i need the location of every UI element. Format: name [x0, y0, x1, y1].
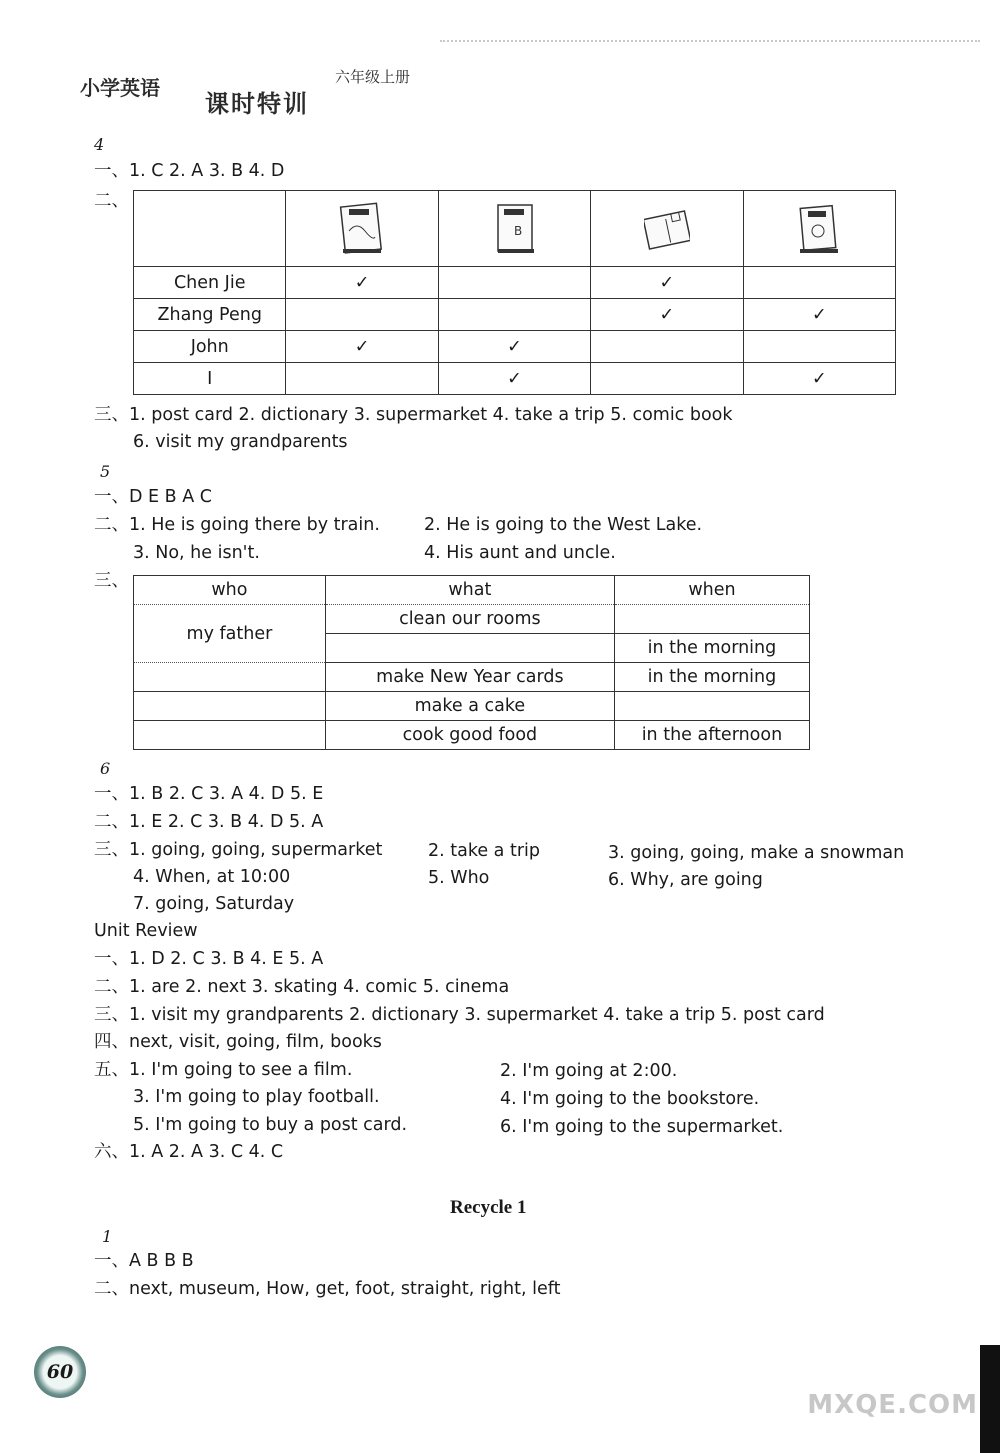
check-mark: ✓ [286, 331, 438, 363]
s6-q3-e: 5. Who [428, 868, 490, 888]
what-cell: cook good food [325, 721, 614, 750]
check-mark [743, 331, 895, 363]
review-q5-e: 5. I'm going to buy a post card. [133, 1115, 408, 1135]
row-name: John [134, 331, 286, 363]
row-name: Zhang Peng [134, 299, 286, 331]
check-mark [286, 299, 438, 331]
s5-table [133, 575, 810, 750]
header-title: 课时特训 [205, 90, 309, 118]
col-when-header: when [614, 576, 809, 605]
s5-q3-label: 三、 [94, 571, 129, 591]
s6-q3-a: 三、1. going, going, supermarket [94, 840, 383, 860]
s6-q3-g: 7. going, Saturday [133, 894, 295, 914]
s4-table [133, 190, 896, 395]
page-edge [980, 1345, 1000, 1453]
s6-q2: 二、1. E 2. C 3. B 4. D 5. A [94, 812, 324, 832]
review-q5-b: 2. I'm going at 2:00. [500, 1061, 678, 1081]
table-row [134, 331, 896, 363]
check-mark [438, 267, 590, 299]
recycle-title: Recycle 1 [450, 1197, 527, 1218]
check-mark [591, 331, 743, 363]
s5-q2-b: 2. He is going to the West Lake. [424, 515, 703, 535]
s5-q2-d: 4. His aunt and uncle. [424, 543, 616, 563]
watermark: MXQE.COM [807, 1390, 978, 1420]
dictionary-icon [438, 191, 590, 267]
header-grade: 六年级上册 [335, 68, 411, 86]
check-mark: ✓ [438, 363, 590, 395]
what-cell [325, 634, 614, 663]
s6-q3-b: 2. take a trip [428, 841, 540, 861]
s4-q3-line2: 6. visit my grandparents [133, 432, 348, 452]
when-cell: in the afternoon [614, 721, 809, 750]
col-what-header: what [325, 576, 614, 605]
s4-q2-label: 二、 [94, 191, 129, 211]
review-q6: 六、1. A 2. A 3. C 4. C [94, 1142, 284, 1162]
when-cell [614, 605, 809, 634]
table-row [134, 267, 896, 299]
check-mark [286, 363, 438, 395]
col-who-header: who [134, 576, 326, 605]
table-row [134, 299, 896, 331]
post-card-icon [591, 191, 743, 267]
section-4-number: 4 [94, 135, 105, 154]
recycle-q2: 二、next, museum, How, get, foot, straight, right, left [94, 1279, 561, 1299]
review-q5-f: 6. I'm going to the supermarket. [500, 1117, 784, 1137]
comic-book-icon [286, 191, 438, 267]
row-name: I [134, 363, 286, 395]
what-cell: make New Year cards [325, 663, 614, 692]
recycle-q1: 一、A B B B [94, 1251, 194, 1271]
check-mark: ✓ [591, 299, 743, 331]
s4-q1: 一、1. C 2. A 3. B 4. D [94, 161, 285, 181]
review-q5-a: 五、1. I'm going to see a film. [94, 1060, 353, 1080]
check-mark: ✓ [438, 331, 590, 363]
check-mark: ✓ [743, 363, 895, 395]
table-row [134, 363, 896, 395]
recycle-number: 1 [102, 1227, 113, 1246]
when-cell: in the morning [614, 663, 809, 692]
section-6-number: 6 [100, 759, 111, 778]
what-cell: clean our rooms [325, 605, 614, 634]
who-cell: my father [134, 605, 326, 663]
when-cell: in the morning [614, 634, 809, 663]
check-mark [743, 267, 895, 299]
review-q1: 一、1. D 2. C 3. B 4. E 5. A [94, 949, 324, 969]
check-mark [438, 299, 590, 331]
s6-q3-c: 3. going, going, make a snowman [608, 843, 905, 863]
review-q5-c: 3. I'm going to play football. [133, 1087, 380, 1107]
row-name: Chen Jie [134, 267, 286, 299]
check-mark: ✓ [591, 267, 743, 299]
check-mark [591, 363, 743, 395]
section-5-number: 5 [100, 462, 111, 481]
s5-q2-c: 3. No, he isn't. [133, 543, 260, 563]
s5-q1: 一、D E B A C [94, 487, 212, 507]
header-subject: 小学英语 [80, 76, 160, 100]
svg-text:B: B [513, 224, 522, 238]
s6-q1: 一、1. B 2. C 3. A 4. D 5. E [94, 784, 324, 804]
s6-q3-d: 4. When, at 10:00 [133, 867, 291, 887]
s4-q3-line1: 三、1. post card 2. dictionary 3. supermarket 4. take a trip 5. comic book [94, 405, 733, 425]
check-mark: ✓ [743, 299, 895, 331]
header-divider [440, 40, 980, 58]
s6-q3-f: 6. Why, are going [608, 870, 763, 890]
book-icon [743, 191, 895, 267]
review-q3: 三、1. visit my grandparents 2. dictionary 3. supermarket 4. take a trip 5. post card [94, 1005, 825, 1025]
review-q2: 二、1. are 2. next 3. skating 4. comic 5. cinema [94, 977, 510, 997]
what-cell: make a cake [325, 692, 614, 721]
s5-q2-a: 二、1. He is going there by train. [94, 515, 380, 535]
unit-review-title: Unit Review [94, 921, 198, 941]
when-cell [614, 692, 809, 721]
check-mark: ✓ [286, 267, 438, 299]
review-q5-d: 4. I'm going to the bookstore. [500, 1089, 760, 1109]
review-q4: 四、next, visit, going, film, books [94, 1032, 382, 1052]
page-number: 60 [34, 1346, 86, 1398]
